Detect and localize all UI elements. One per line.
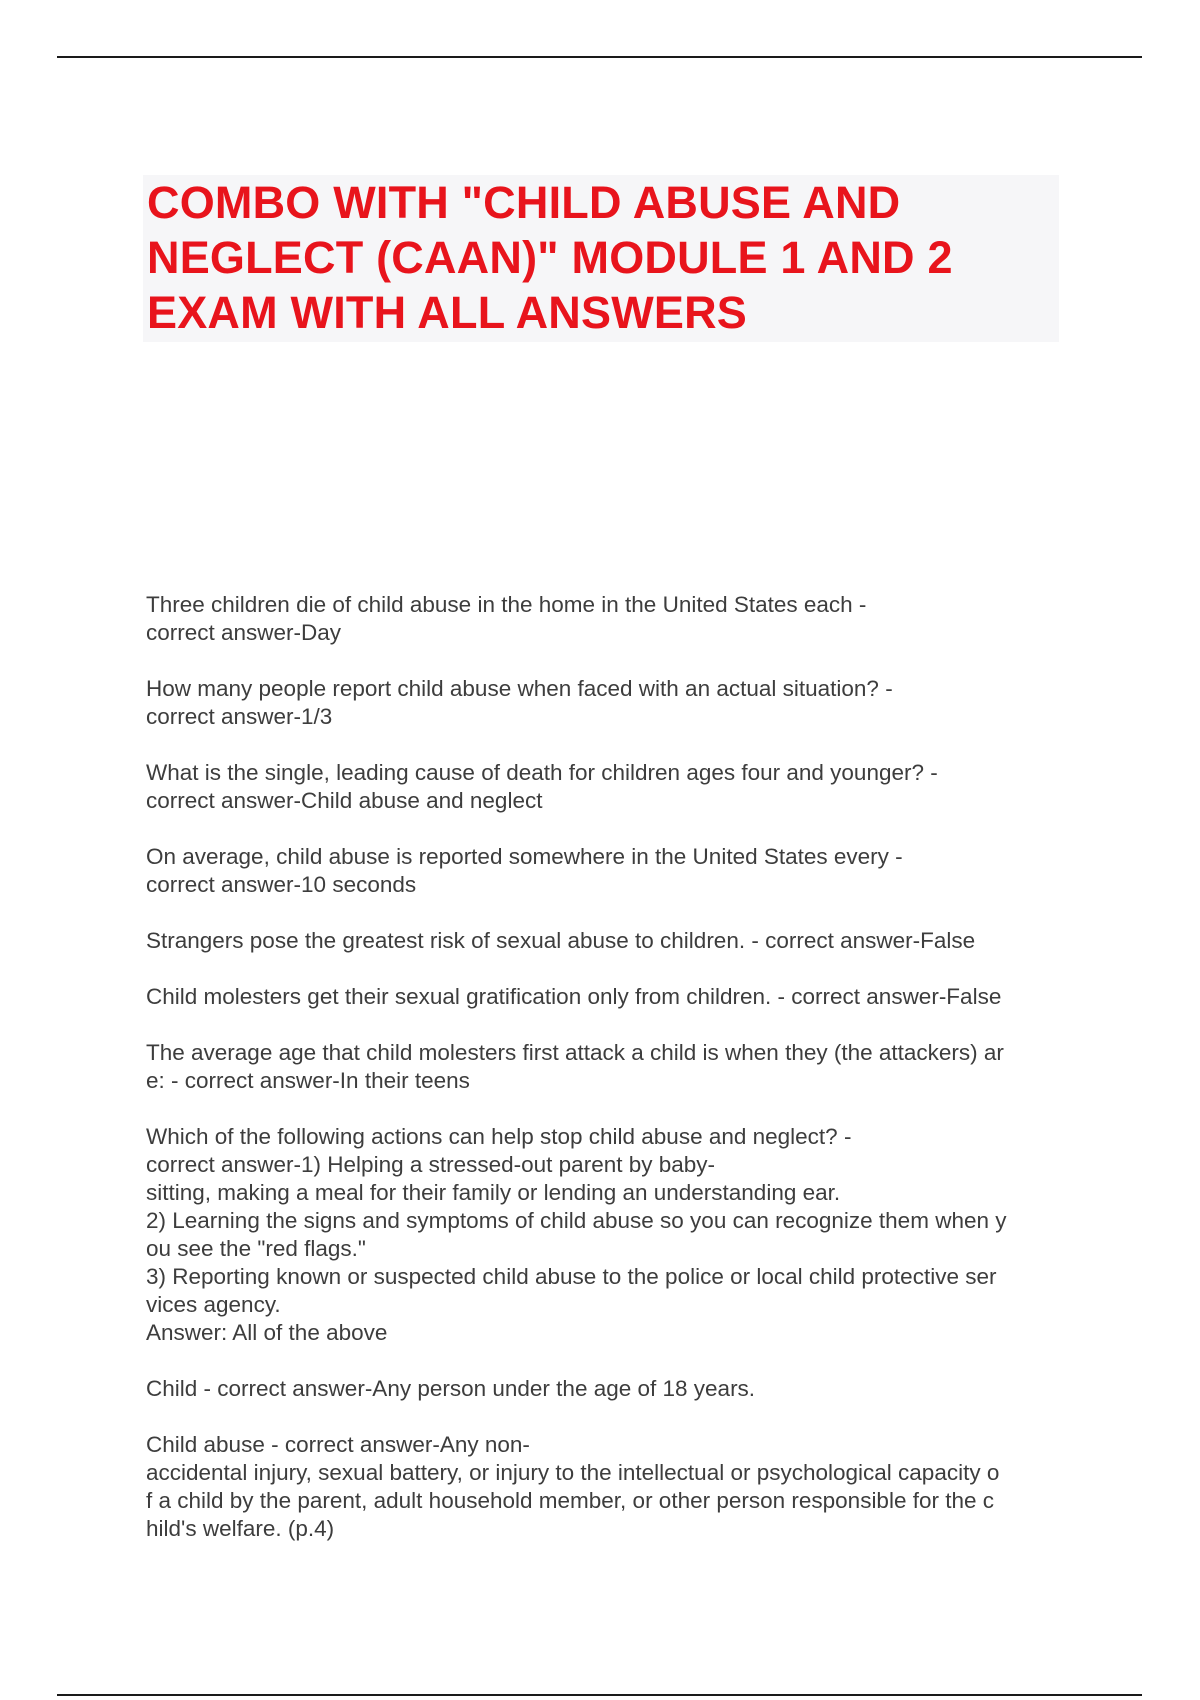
title-banner	[143, 175, 1059, 342]
qa-item: Which of the following actions can help stop child abuse and neglect? - correct answer-1) Helping a stressed-out parent by baby- sitting, making a meal for their family or lending an understanding ear. 2) Learning the signs and symptoms of child abuse so you can recognize them when y ou see the "red flags." 3) Reporting known or suspected child abuse to the police or local child protective ser vices agency. Answer: All of the above	[146, 1124, 1007, 1345]
question-answer-list	[146, 591, 1066, 1571]
qa-item: How many people report child abuse when faced with an actual situation? - correct answer-1/3	[146, 676, 893, 729]
qa-item: The average age that child molesters first attack a child is when they (the attackers) ar e: - correct answer-In their teens	[146, 1040, 1004, 1093]
document-title: COMBO WITH "CHILD ABUSE AND NEGLECT (CAAN)" MODULE 1 AND 2 EXAM WITH ALL ANSWERS	[147, 177, 953, 338]
qa-item: Strangers pose the greatest risk of sexual abuse to children. - correct answer-False	[146, 928, 976, 953]
qa-item: Child - correct answer-Any person under the age of 18 years.	[146, 1376, 756, 1401]
bottom-divider	[57, 1694, 1142, 1696]
qa-item: Child molesters get their sexual gratification only from children. - correct answer-False	[146, 984, 1002, 1009]
qa-item: Three children die of child abuse in the home in the United States each - correct answer-Day	[146, 592, 867, 645]
qa-item: Child abuse - correct answer-Any non- accidental injury, sexual battery, or injury to the intellectual or psychological capacity o f a child by the parent, adult household member, or other person responsible for the c hild's welfare. (p.4)	[146, 1432, 1000, 1541]
qa-item: What is the single, leading cause of death for children ages four and younger? - correct answer-Child abuse and neglect	[146, 760, 938, 813]
qa-item: On average, child abuse is reported somewhere in the United States every - correct answer-10 seconds	[146, 844, 903, 897]
top-divider	[57, 56, 1142, 58]
